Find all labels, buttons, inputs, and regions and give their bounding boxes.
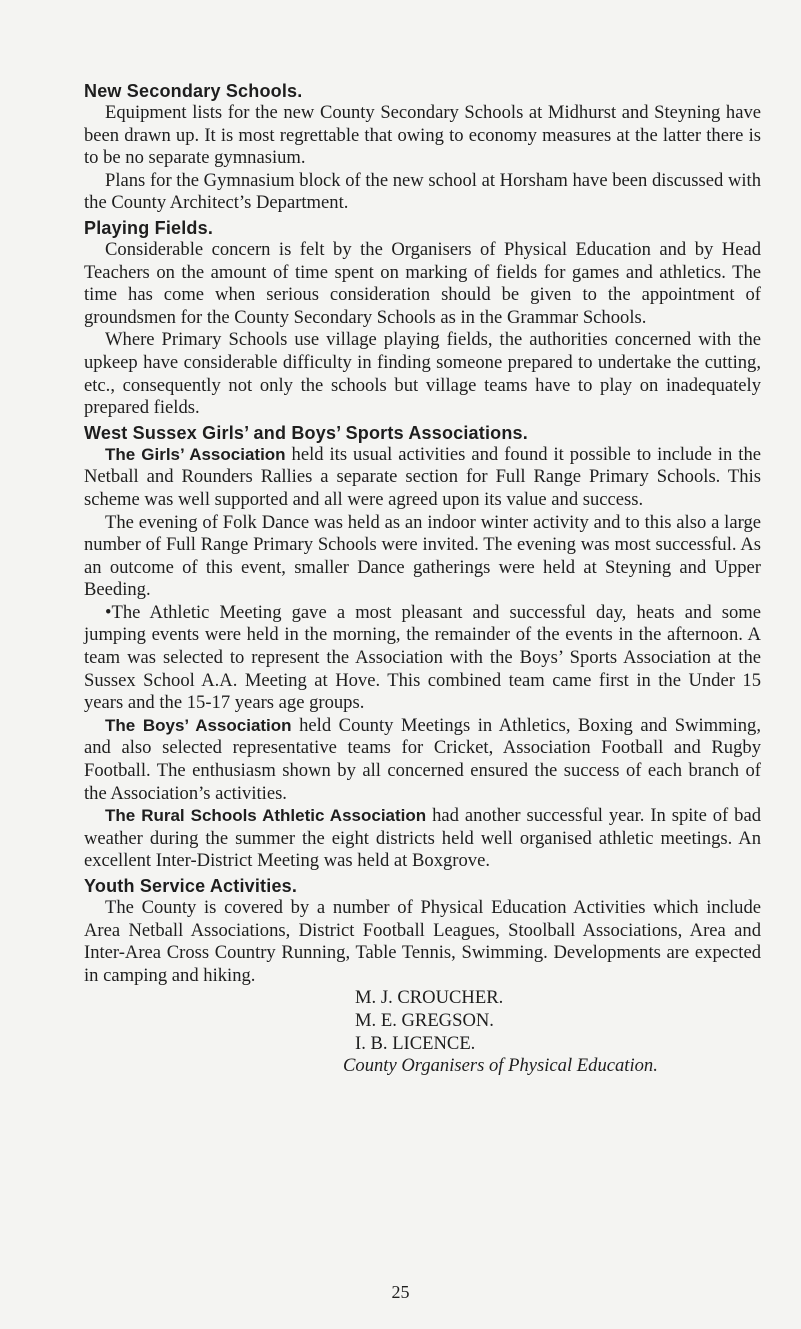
- paragraph: Plans for the Gymnasium block of the new school at Horsham have been discussed with the County Architect’s Department.: [84, 169, 761, 214]
- girls-association-lead: The Girls’ Association: [105, 444, 286, 464]
- paragraph: Equipment lists for the new County Secondary Schools at Midhurst and Steyning have been drawn up. It is most regrettable that owing to economy measures at the latter there is to be no separate gymnasium.: [84, 102, 761, 169]
- paragraph: [84, 805, 761, 873]
- page-number: 25: [391, 1282, 410, 1302]
- boys-association-lead: The Boys’ Association: [105, 715, 292, 735]
- signatory: M. J. CROUCHER.: [355, 987, 504, 1009]
- signatory: M. E. GREGSON.: [355, 1009, 494, 1031]
- paragraph: The County is covered by a number of Physical Education Activities which include Area Netball Associations, District Football Leagues, Stoolball Associations, Area and Inter-Area Cross Country Running, Table Tennis, Swimming. Developments are expected in camping and hiking.: [84, 897, 761, 986]
- signatory: I. B. LICENCE.: [355, 1032, 476, 1054]
- paragraph: Where Primary Schools use village playing fields, the authorities concerned with the upkeep have considerable difficulty in finding someone prepared to undertake the cutting, etc., consequently not only the schools but village teams have to play on inadequately prepared fields.: [84, 329, 761, 419]
- paragraph-text: held County Meetings in Athletics, Boxing and Swimming, and also selected representative teams for Cricket, Association Football and Rugby Football. The enthusiasm shown by all concerned ensured the success of each branch of the Association’s activities.: [84, 714, 762, 804]
- signatory-title: County Organisers of Physical Education.: [343, 1055, 658, 1077]
- paragraph: Considerable concern is felt by the Organisers of Physical Education and by Head Teachers on the amount of time spent on marking of fields for games and athletics. The time has come when serious consideration should be given to the appointment of groundsmen for the County Secondary Schools as in the Grammar Schools.: [84, 238, 761, 328]
- paragraph: [84, 444, 761, 512]
- signature-block: [343, 987, 761, 1077]
- paragraph: The evening of Folk Dance was held as an indoor winter activity and to this also a large number of Full Range Primary Schools were invited. The evening was most successful. As an outcome of this event, smaller Dance gatherings were held at Steyning and Upper Beeding.: [84, 511, 761, 601]
- paragraph: •The Athletic Meeting gave a most pleasant and successful day, heats and some jumping events were held in the morning, the remainder of the events in the afternoon. A team was selected to represent the Association with the Boys’ Sports Association at the Sussex School A.A. Meeting at Hove. This combined team came first in the Under 15 years and the 15-17 years age groups.: [84, 601, 761, 714]
- rural-association-lead: The Rural Schools Athletic Association: [105, 806, 427, 826]
- section-heading-youth-service: Youth Service Activities.: [84, 876, 298, 896]
- paragraph: [84, 715, 761, 805]
- section-heading-new-secondary-schools: New Secondary Schools.: [84, 81, 303, 101]
- section-heading-sports-associations: West Sussex Girls’ and Boys’ Sports Associations.: [84, 422, 528, 443]
- paragraph-text: held its usual activities and found it possible to include in the Netball and Rounders Rallies a separate section for Full Range Primary Schools. This scheme was well supported and all were agreed upon its value and success.: [84, 443, 761, 510]
- section-heading-playing-fields: Playing Fields.: [84, 217, 214, 238]
- paragraph-text: had another successful year. In spite of bad weather during the summer the eight districts held well organised athletic meetings. An excellent Inter-District Meeting was held at Boxgrove.: [84, 805, 761, 872]
